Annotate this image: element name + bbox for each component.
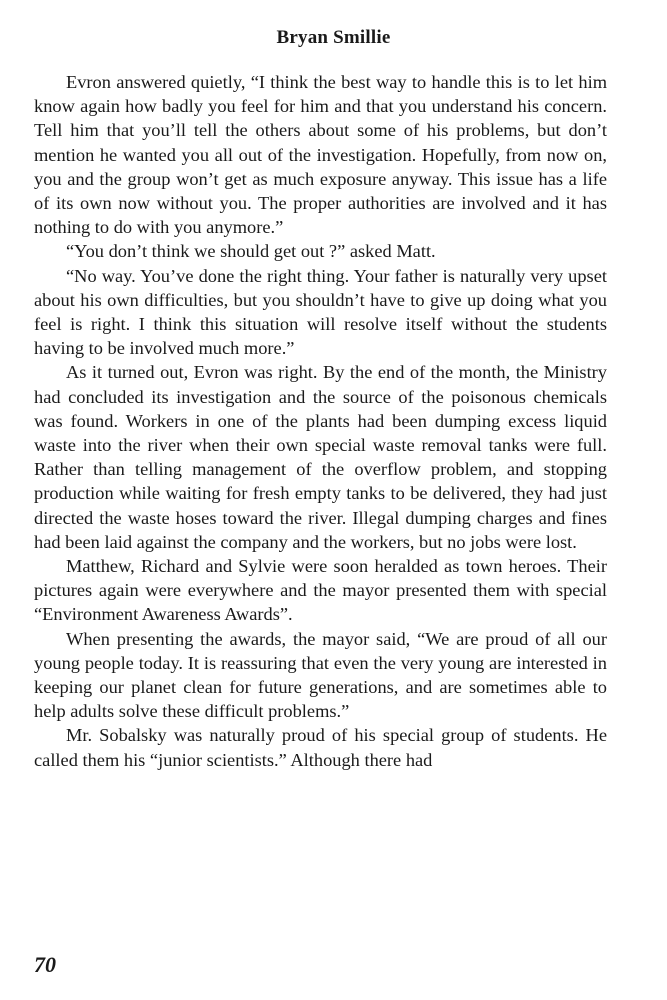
paragraph: Matthew, Richard and Sylvie were soon heralded as town heroes. Their pictures again were everywhere and the mayor presented them with special “Environment Awareness Awards”. — [34, 556, 607, 625]
paragraph: Evron answered quietly, “I think the best way to handle this is to let him know again how badly you feel for him and that you understand his concern. Tell him that you’ll tell the others about some of his problems, but don’t mention he wanted you all out of the investigation. Hopefully, from now on, you and the group won’t get as much exposure anyway. This issue has a life of its own now without you. The proper authorities are involved and it has nothing to do with you anymore.” — [34, 72, 607, 238]
running-head-author: Bryan Smillie — [276, 27, 391, 48]
page-number: 70 — [34, 952, 56, 977]
paragraph: Mr. Sobalsky was naturally proud of his special group of students. He called them his “junior scientists.” Although there had — [34, 725, 607, 770]
paragraph: As it turned out, Evron was right. By the end of the month, the Ministry had concluded its investigation and the source of the poisonous chemicals was found. Workers in one of the plants had been dumping excess liquid waste into the river when their own special waste removal tanks were full. Rather than telling management of the overflow problem, and stopping production while waiting for fresh empty tanks to be delivered, they had just directed the waste hoses toward the river. Illegal dumping charges and fines had been laid against the company and the workers, but no jobs were lost. — [34, 362, 607, 552]
paragraph: “No way. You’ve done the right thing. Your father is naturally very upset about his own difficulties, but you shouldn’t have to give up doing what you feel is right. I think this situation will resolve itself without the students having to be involved much more.” — [34, 265, 607, 359]
paragraph: When presenting the awards, the mayor said, “We are proud of all our young people today. It is reassuring that even the very young are interested in keeping our planet clean for future generations, and are sometimes able to help adults solve these difficult problems.” — [34, 628, 607, 722]
paragraph: “You don’t think we should get out ?” asked Matt. — [66, 241, 436, 262]
body-text — [34, 70, 607, 772]
